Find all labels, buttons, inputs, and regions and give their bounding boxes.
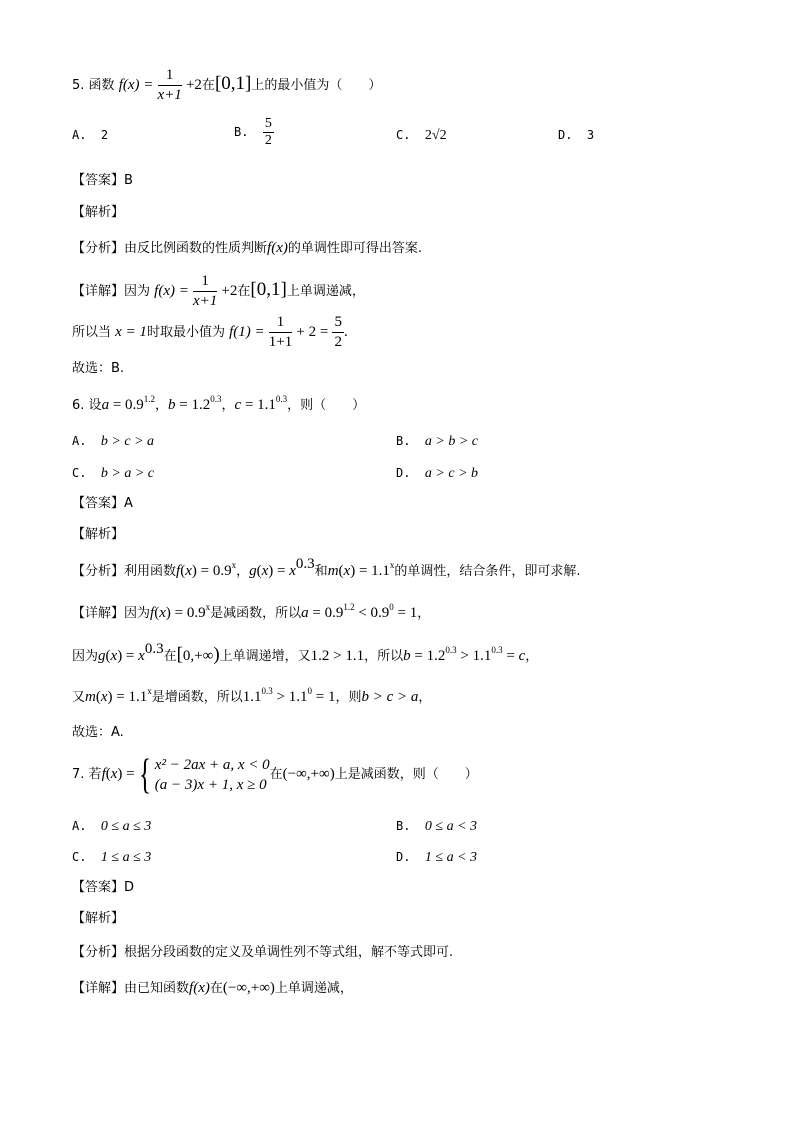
q7-analysis-heading: 【解析】 [72, 911, 125, 926]
q5-option-c[interactable]: C. 2√2 [396, 128, 447, 143]
q6-fenxi: 【分析】利用函数$f(x) = 0.9^x$，$g(x) = x^{0.3}$和$m(x) = 1.1^x$的单调性，结合条件，即可求解. [72, 556, 581, 579]
q5-number: 5. [72, 78, 85, 93]
q5-option-a[interactable]: A. 2 [72, 128, 109, 142]
q5-fenxi: 【分析】由反比例函数的性质判断f(x)的单调性即可得出答案. [72, 240, 422, 256]
q5-fraction: $\frac{1}{x+1}$ [157, 67, 182, 103]
q7-answer: 【答案】D [72, 880, 135, 895]
q6-option-d[interactable]: D. a > c > b [396, 466, 479, 481]
q6-analysis-heading: 【解析】 [72, 527, 125, 542]
q6-xiangjie-1: 【详解】因为$f(x) = 0.9^x$是减函数，所以$a = 0.9^{1.2} < 0.9^0 = 1$， [72, 602, 431, 621]
q7-xiangjie: 【详解】由已知函数f(x)在(−∞,+∞)上单调递减， [72, 980, 353, 996]
q7-piecewise: x² − 2ax + a, x < 0 (a − 3)x + 1, x ≥ 0 [154, 756, 270, 793]
q6-option-b[interactable]: B. a > b > c [396, 434, 479, 449]
q5-analysis-heading: 【解析】 [72, 205, 125, 220]
q5-stem: 5. 函数 f(x) = $\frac{1}{x+1}$ +2在[0,1]上的最小值为（ ） [72, 67, 382, 103]
q7-stem: 7. 若f(x) ={ x² − 2ax + a, x < 0 (a − 3)x + 1, x ≥ 0 在(−∞,+∞)上是减函数，则（ ） [72, 751, 478, 798]
q6-choose: 故选：A. [72, 725, 124, 740]
q5-xiangjie-line2: 所以当 x = 1时取最小值为 f(1) = $\frac{1}{1+1}$ + 2 = $\frac{5}{2}$ . [72, 314, 348, 350]
q5-option-d[interactable]: D. 3 [558, 128, 595, 142]
q6-stem: 6. 设$a = 0.9^{1.2}$，$b = 1.2^{0.3}$，$c = 1.1^{0.3}$，则（ ） [72, 394, 366, 413]
q5-choose: 故选：B. [72, 361, 125, 376]
q6-answer: 【答案】A [72, 496, 133, 511]
q5-answer: 【答案】B [72, 173, 133, 188]
q7-option-d[interactable]: D. 1 ≤ a < 3 [396, 850, 478, 865]
q6-xiangjie-2: 因为$g(x) = x^{0.3}$在[0,+∞)上单调递增，又1.2 > 1.1，所以$b = 1.2^{0.3} > 1.1^{0.3} = c$， [72, 641, 539, 665]
q7-option-a[interactable]: A. 0 ≤ a ≤ 3 [72, 819, 152, 834]
q6-xiangjie-3: 又$m(x) = 1.1^x$是增函数，所以$1.1^{0.3} > 1.1^0 = 1$，则b > c > a， [72, 686, 432, 705]
q7-fenxi: 【分析】根据分段函数的定义及单调性列不等式组，解不等式即可. [72, 945, 454, 960]
q6-option-c[interactable]: C. b > a > c [72, 466, 155, 481]
q7-option-c[interactable]: C. 1 ≤ a ≤ 3 [72, 850, 152, 865]
q7-option-b[interactable]: B. 0 ≤ a < 3 [396, 819, 478, 834]
q6-option-a[interactable]: A. b > c > a [72, 434, 155, 449]
q5-option-b[interactable]: B. $\frac{5}{2}$ [234, 116, 272, 148]
q5-xiangjie: 【详解】因为 f(x) = $\frac{1}{x+1}$ +2在[0,1]上单调递减， [72, 273, 365, 309]
